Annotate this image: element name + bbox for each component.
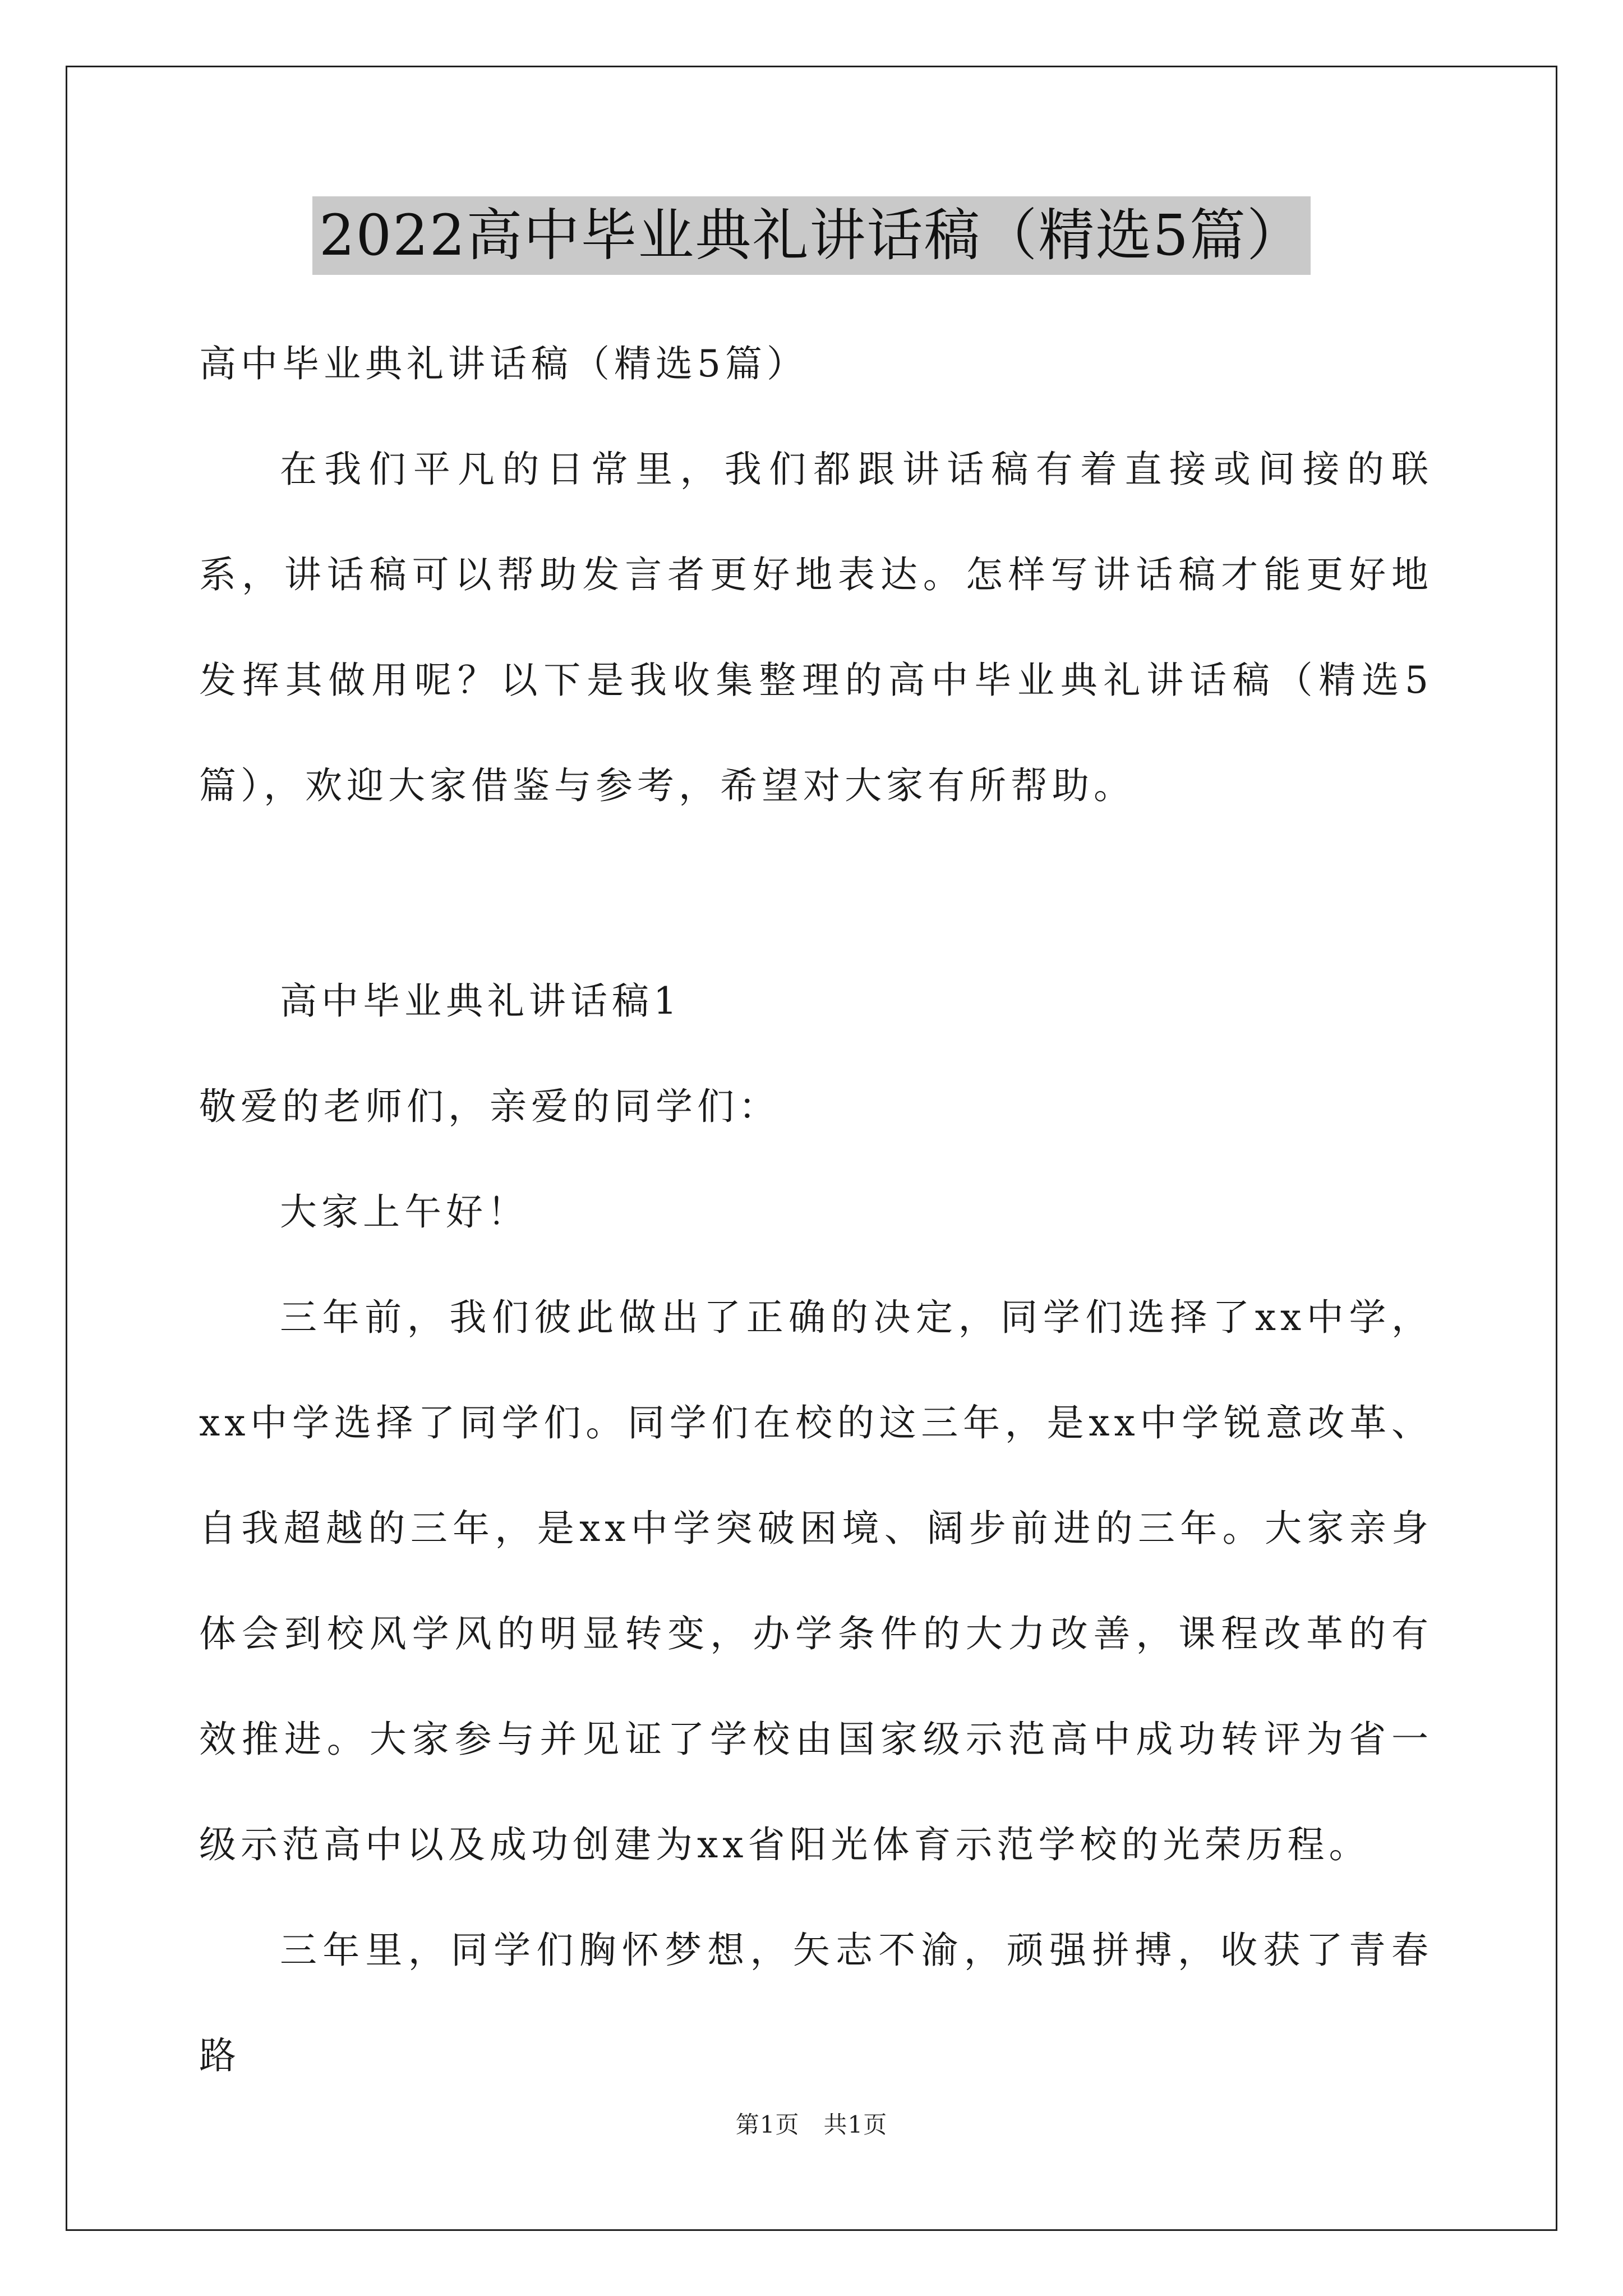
section-heading: 高中毕业典礼讲话稿1 [280,979,681,1023]
body-paragraph-2: 三年里，同学们胸怀梦想，矢志不渝，顽强拼搏，收获了青春路 [199,1929,1433,2077]
section-spacer [199,839,1433,949]
document-title: 2022高中毕业典礼讲话稿（精选5篇） [312,196,1311,275]
document-subtitle: 高中毕业典礼讲话稿（精选5篇） [199,342,808,385]
salutation: 敬爱的老师们，亲爱的同学们： [199,1085,780,1128]
intro-paragraph: 在我们平凡的日常里，我们都跟讲话稿有着直接或间接的联系，讲话稿可以帮助发言者更好地表达。怎样写讲话稿才能更好地发挥其做用呢？以下是我收集整理的高中毕业典礼讲话稿（精选5篇），欢迎大家借鉴与参考，希望对大家有所帮助。 [199,448,1433,807]
title-container [0,196,1623,275]
document-body [199,311,1433,2109]
body-paragraph-1: 三年前，我们彼此做出了正确的决定，同学们选择了xx中学，xx中学选择了同学们。同学们在校的这三年，是xx中学锐意改革、自我超越的三年，是xx中学突破困境、阔步前进的三年。大家亲身体会到校风学风的明显转变，办学条件的大力改善，课程改革的有效推进。大家参与并见证了学校由国家级示范高中成功转评为省一级示范高中以及成功创建为xx省阳光体育示范学校的光荣历程。 [199,1296,1433,1866]
greeting: 大家上午好！ [280,1190,529,1234]
page-footer: 第1页 共1页 [735,2111,888,2138]
